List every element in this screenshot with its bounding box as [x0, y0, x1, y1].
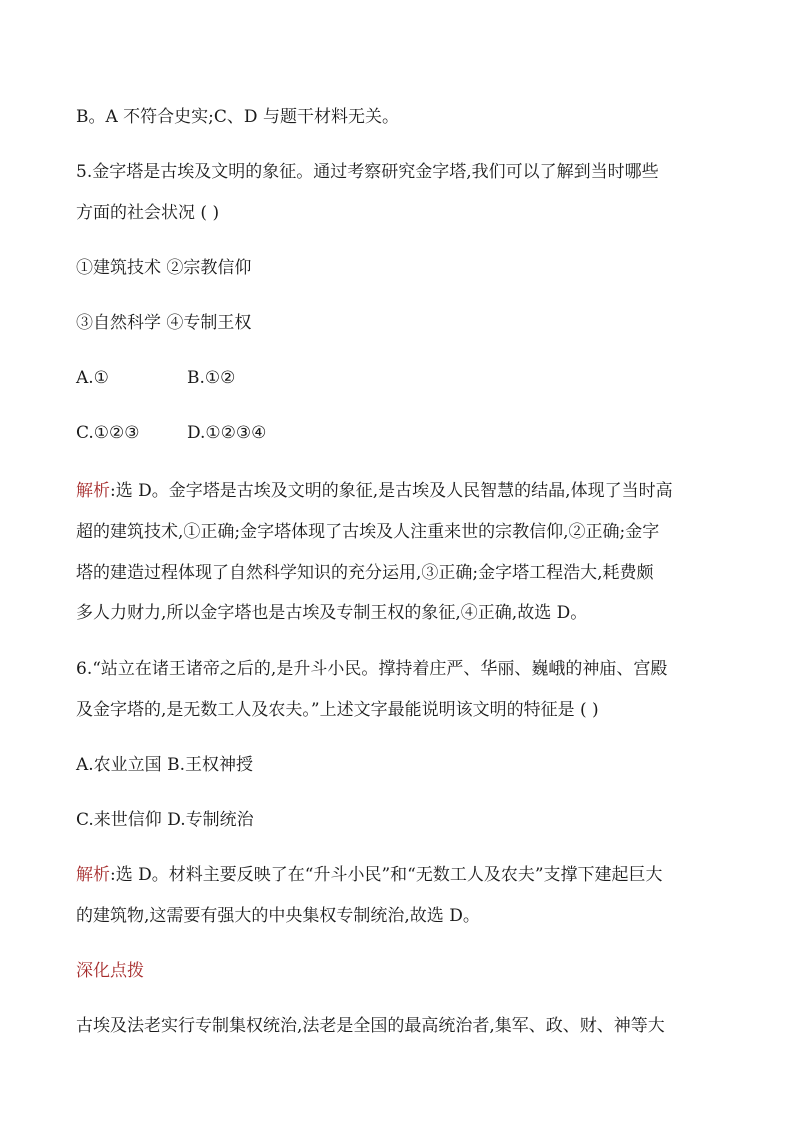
q6-analysis-line1 — [76, 863, 663, 887]
q5-option-d: D.①②③④ — [187, 423, 267, 443]
q6-options-ab: A.农业立国 B.王权神授 — [76, 755, 253, 775]
q5-analysis-line2: 超的建筑技术,①正确;金字塔体现了古埃及人注重来世的宗教信仰,②正确;金字 — [76, 522, 660, 542]
q5-analysis-line4: 多人力财力,所以金字塔也是古埃及专制王权的象征,④正确,故选 D。 — [76, 603, 588, 623]
q5-stem-line1: 5.金字塔是古埃及文明的象征。通过考察研究金字塔,我们可以了解到当时哪些 — [76, 162, 659, 182]
q6-options-cd: C.来世信仰 D.专制统治 — [76, 810, 254, 830]
q5-stem-line2: 方面的社会状况 ( ) — [76, 203, 220, 223]
q5-options-ab — [76, 366, 376, 390]
q6-stem-line2: 及金字塔的,是无数工人及农夫。”上述文字最能说明该文明的特征是 ( ) — [76, 700, 599, 720]
q6-stem-line1: 6.“站立在诸王诸帝之后的,是升斗小民。撑持着庄严、华丽、巍峨的神庙、宫殿 — [76, 659, 668, 679]
q5-analysis-text1: :选 D。金字塔是古埃及文明的象征,是古埃及人民智慧的结晶,体现了当时高 — [110, 481, 673, 501]
q5-option-b: B.①② — [187, 368, 236, 388]
q5-analysis-line3: 塔的建造过程体现了自然科学知识的充分运用,③正确;金字塔工程浩大,耗费颇 — [76, 563, 654, 583]
q5-options-cd — [76, 421, 376, 445]
q6-analysis-text1: :选 D。材料主要反映了在“升斗小民”和“无数工人及农夫”支撑下建起巨大 — [110, 865, 663, 885]
deepen-label: 深化点拨 — [76, 961, 144, 981]
q6-analysis-label: 解析 — [76, 865, 110, 885]
q5-option-a: A.① — [76, 368, 109, 388]
deepen-line1: 古埃及法老实行专制集权统治,法老是全国的最高统治者,集军、政、财、神等大 — [76, 1016, 665, 1036]
q5-option-c: C.①②③ — [76, 423, 140, 443]
q5-analysis-line1 — [76, 479, 673, 503]
q6-analysis-line2: 的建筑物,这需要有强大的中央集权专制统治,故选 D。 — [76, 906, 480, 926]
q5-items-line2: ③自然科学 ④专制王权 — [76, 313, 252, 333]
prev-answer-tail: B。A 不符合史实;C、D 与题干材料无关。 — [76, 107, 399, 127]
q5-analysis-label: 解析 — [76, 481, 110, 501]
q5-items-line1: ①建筑技术 ②宗教信仰 — [76, 258, 252, 278]
